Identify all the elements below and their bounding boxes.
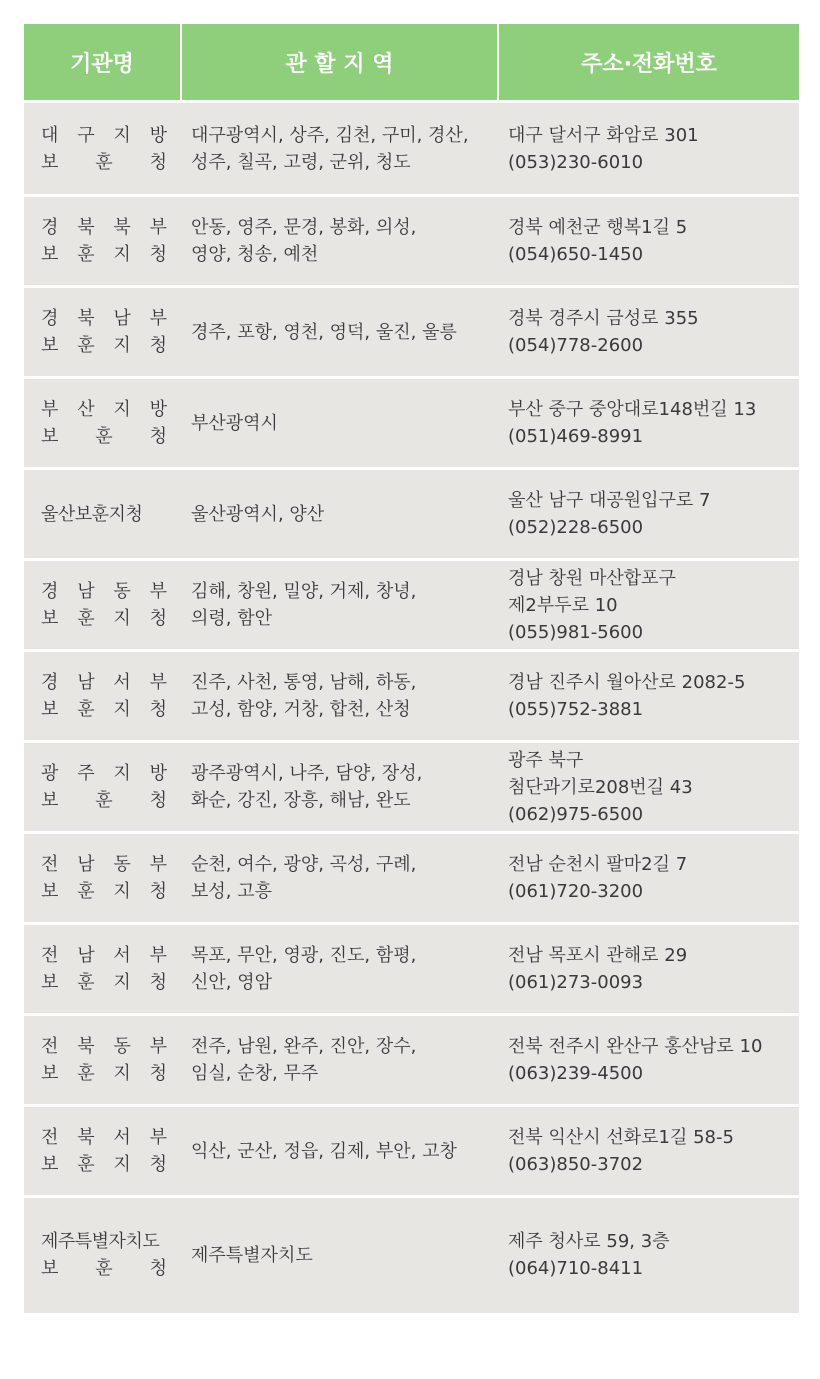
address-phone-cell [498,833,799,924]
address-phone-cell-line: 첨단과기로208번길 43 [508,776,693,798]
org-name-cell [24,1015,181,1106]
address-phone-cell-line: (052)228-6500 [508,517,644,538]
table-row [24,651,799,742]
address-phone-cell [498,287,799,378]
jurisdiction-cell-line: 영양, 청송, 예천 [191,244,319,265]
org-name-cell [24,1106,181,1197]
table-header [24,24,799,102]
jurisdiction-cell-line: 성주, 칠곡, 고령, 군위, 청도 [191,151,411,173]
address-phone-cell [498,742,799,833]
table-body [24,102,799,1313]
address-phone-cell-line: 울산 남구 대공원입구로 7 [508,490,711,511]
jurisdiction-cell-line: 광주광역시, 나주, 담양, 장성, [191,763,423,784]
org-name-cell [24,924,181,1015]
org-name-cell-line: 광 주 지 방 [41,763,167,784]
jurisdiction-cell-line: 울산광역시, 양산 [191,503,325,525]
address-phone-cell [498,1197,799,1313]
org-name-cell-line: 보 훈 지 청 [41,608,167,629]
address-phone-cell [498,651,799,742]
org-name-cell-line: 보 훈 청 [41,790,167,811]
org-name-cell-line: 울산보훈지청 [41,503,143,525]
jurisdiction-cell [181,102,498,196]
address-phone-cell-line: 경북 경주시 금성로 355 [508,308,699,329]
org-name-cell-line: 보 훈 지 청 [41,1154,167,1175]
table-row [24,378,799,469]
org-name-cell-line: 보 훈 지 청 [41,881,167,902]
org-name-cell-line: 경 남 서 부 [41,672,167,693]
address-phone-cell-line: 광주 북구 [508,749,584,771]
address-phone-cell-line: (051)469-8991 [508,426,644,447]
address-phone-cell-line: (061)273-0093 [508,972,644,993]
table-row [24,924,799,1015]
address-phone-cell-line: 전북 전주시 완산구 홍산남로 10 [508,1036,763,1057]
org-name-cell-line: 전 북 서 부 [41,1127,167,1148]
org-name-cell [24,287,181,378]
address-phone-cell-line: 제2부두로 10 [508,594,618,616]
address-phone-cell-line: 전북 익산시 선화로1길 58-5 [508,1127,734,1148]
table-row [24,560,799,651]
org-name-cell-line: 보 훈 청 [41,426,167,447]
jurisdiction-cell [181,469,498,560]
address-phone-cell [498,1106,799,1197]
address-phone-cell [498,560,799,651]
org-name-cell-line: 보 훈 청 [41,151,167,173]
jurisdiction-cell-line: 화순, 강진, 장흥, 해남, 완도 [191,790,411,811]
address-phone-cell [498,1015,799,1106]
jurisdiction-cell [181,742,498,833]
address-phone-cell-line: (064)710-8411 [508,1258,644,1280]
table-row [24,196,799,287]
jurisdiction-cell-line: 목포, 무안, 영광, 진도, 함평, [191,945,417,966]
jurisdiction-cell [181,833,498,924]
header-address: 주소·전화번호 [498,24,799,102]
org-name-cell [24,742,181,833]
org-name-cell-line: 제주특별자치도 [41,1231,160,1253]
address-phone-cell-line: (055)752-3881 [508,699,644,720]
org-name-cell-line: 대 구 지 방 [41,124,167,146]
jurisdiction-cell-line: 대구광역시, 상주, 김천, 구미, 경산, [191,124,469,146]
table-row [24,102,799,196]
org-name-cell-line: 보 훈 지 청 [41,699,167,720]
jurisdiction-cell-line: 전주, 남원, 완주, 진안, 장수, [191,1036,417,1057]
org-name-cell-line: 경 북 북 부 [41,217,167,238]
address-phone-cell-line: (063)850-3702 [508,1154,644,1175]
org-name-cell-line: 보 훈 청 [41,1258,167,1280]
jurisdiction-cell [181,1106,498,1197]
org-name-cell [24,833,181,924]
org-name-cell-line: 보 훈 지 청 [41,972,167,993]
org-name-cell-line: 경 북 남 부 [41,308,167,329]
org-name-cell [24,651,181,742]
org-name-cell-line: 전 남 동 부 [41,854,167,875]
address-phone-cell [498,196,799,287]
table-row [24,287,799,378]
address-phone-cell-line: (063)239-4500 [508,1063,644,1084]
table-row [24,742,799,833]
jurisdiction-cell-line: 경주, 포항, 영천, 영덕, 울진, 울릉 [191,321,457,343]
jurisdiction-cell [181,1197,498,1313]
address-phone-cell [498,378,799,469]
org-name-cell [24,102,181,196]
jurisdiction-cell-line: 부산광역시 [191,412,278,434]
address-phone-cell-line: (062)975-6500 [508,803,644,825]
header-org: 기관명 [24,24,181,102]
address-phone-cell-line: 경북 예천군 행복1길 5 [508,217,688,238]
address-phone-cell-line: (053)230-6010 [508,151,644,173]
address-phone-cell-line: (055)981-5600 [508,621,644,643]
address-phone-cell-line: 전남 목포시 관해로 29 [508,945,688,966]
jurisdiction-cell-line: 진주, 사천, 통영, 남해, 하동, [191,672,417,693]
address-phone-cell [498,924,799,1015]
table-row [24,469,799,560]
address-phone-cell-line: (054)650-1450 [508,244,644,265]
jurisdiction-cell-line: 순천, 여수, 광양, 곡성, 구례, [191,854,417,875]
jurisdiction-cell-line: 신안, 영암 [191,972,272,993]
org-name-cell-line: 경 남 동 부 [41,581,167,602]
header-area: 관 할 지 역 [181,24,498,102]
org-name-cell [24,378,181,469]
address-phone-cell-line: (061)720-3200 [508,881,644,902]
org-name-cell-line: 보 훈 지 청 [41,1063,167,1084]
veterans-office-table [24,24,799,1313]
address-phone-cell-line: 전남 순천시 팔마2길 7 [508,854,688,875]
address-phone-cell [498,102,799,196]
jurisdiction-cell-line: 안동, 영주, 문경, 봉화, 의성, [191,217,417,238]
jurisdiction-cell-line: 제주특별자치도 [191,1244,313,1266]
org-name-cell [24,196,181,287]
jurisdiction-cell [181,378,498,469]
org-name-cell-line: 부 산 지 방 [41,399,167,420]
jurisdiction-cell [181,1015,498,1106]
table-row [24,1106,799,1197]
jurisdiction-cell-line: 의령, 함안 [191,608,272,629]
address-phone-cell-line: 제주 청사로 59, 3층 [508,1231,670,1253]
jurisdiction-cell [181,560,498,651]
table-row [24,1015,799,1106]
org-name-cell [24,469,181,560]
jurisdiction-cell [181,651,498,742]
jurisdiction-cell-line: 임실, 순창, 무주 [191,1063,319,1084]
address-phone-cell-line: 경남 진주시 월아산로 2082-5 [508,672,746,693]
address-phone-cell-line: (054)778-2600 [508,335,644,356]
address-phone-cell [498,469,799,560]
org-name-cell [24,560,181,651]
jurisdiction-cell [181,287,498,378]
jurisdiction-cell-line: 고성, 함양, 거창, 합천, 산청 [191,699,411,720]
org-name-cell-line: 보 훈 지 청 [41,244,167,265]
address-phone-cell-line: 부산 중구 중앙대로148번길 13 [508,399,757,420]
address-phone-cell-line: 대구 달서구 화암로 301 [508,124,699,146]
jurisdiction-cell [181,924,498,1015]
address-phone-cell-line: 경남 창원 마산합포구 [508,567,676,589]
table-row [24,1197,799,1313]
jurisdiction-cell-line: 보성, 고흥 [191,881,272,902]
org-name-cell-line: 전 남 서 부 [41,945,167,966]
table-row [24,833,799,924]
jurisdiction-cell [181,196,498,287]
jurisdiction-cell-line: 익산, 군산, 정읍, 김제, 부안, 고창 [191,1140,457,1162]
org-name-cell-line: 전 북 동 부 [41,1036,167,1057]
org-name-cell-line: 보 훈 지 청 [41,335,167,356]
org-name-cell [24,1197,181,1313]
jurisdiction-cell-line: 김해, 창원, 밀양, 거제, 창녕, [191,581,417,602]
